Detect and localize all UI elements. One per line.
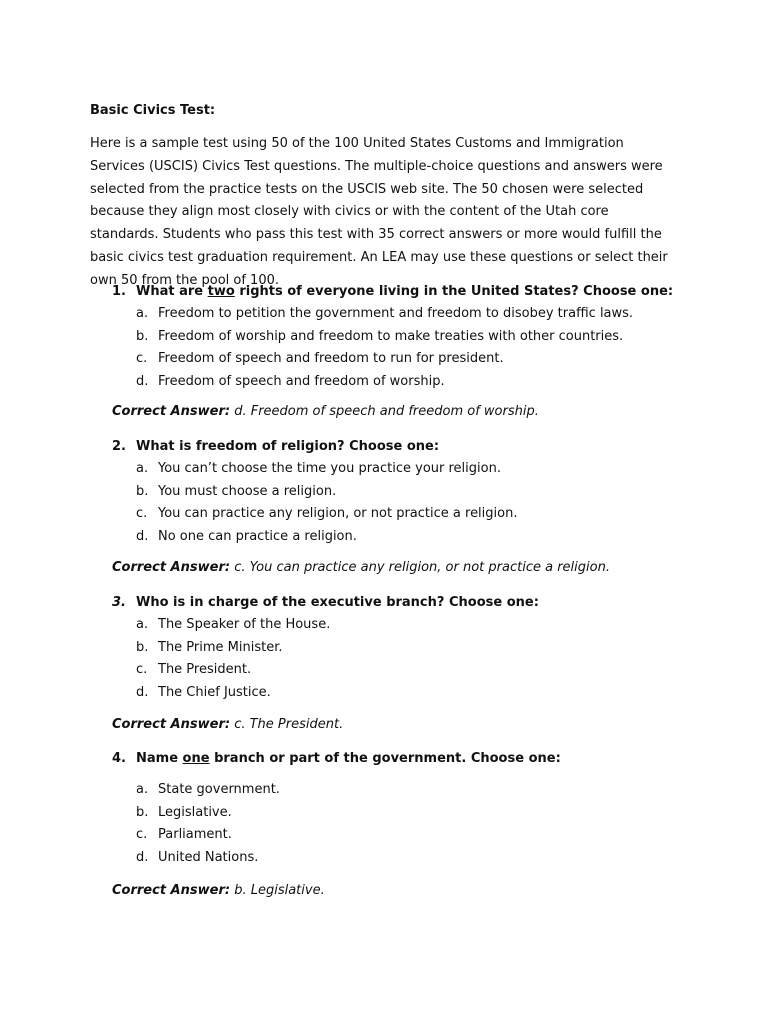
option-text: You can’t choose the time you practice your religion. [158,461,501,476]
question-2-prompt [90,435,690,458]
option-text: No one can practice a religion. [158,528,357,544]
option-c [90,659,690,682]
option-letter: d. [136,849,149,865]
question-text-emphasis: one [182,751,210,766]
option-b [90,802,690,825]
option-c [90,348,690,371]
option-letter: a. [136,617,149,632]
option-letter: a. [136,306,149,321]
option-c [90,824,690,847]
option-text: You can practice any religion, or not practice a religion. [158,506,518,522]
question-text [136,280,673,303]
answer-label: Correct Answer: [112,717,231,732]
document-title: Basic Civics Test: [90,103,216,118]
option-text: Freedom of worship and freedom to make treaties with other countries. [158,328,624,344]
question-number: 1. [112,284,126,299]
question-1 [90,280,690,393]
option-b [90,637,690,660]
option-letter: d. [136,373,149,389]
option-text: State government. [158,782,280,797]
option-letter: b. [136,483,149,499]
option-text: Freedom to petition the government and freedom to disobey traffic laws. [158,306,634,321]
option-text: Freedom of speech and freedom of worship. [158,373,445,389]
question-3-answer [112,717,343,732]
option-letter: c. [136,827,148,843]
option-text: United Nations. [158,849,259,865]
option-d [90,526,690,549]
option-a [90,614,690,637]
option-text: You must choose a religion. [158,483,337,499]
answer-label: Correct Answer: [112,560,231,575]
question-number: 2. [112,439,126,454]
option-letter: d. [136,528,149,544]
option-letter: c. [136,351,148,367]
option-text: Legislative. [158,804,232,820]
question-3-prompt [90,591,690,614]
option-letter: a. [136,782,149,797]
answer-label: Correct Answer: [112,883,231,898]
option-a [90,303,690,326]
question-text [136,747,561,770]
answer-text: b. Legislative. [234,883,325,898]
question-1-prompt [90,280,690,303]
option-d [90,847,690,870]
option-letter: b. [136,639,149,655]
question-text-pre: What is freedom of religion? Choose one: [136,439,440,454]
question-2-answer [112,560,610,575]
question-number: 3. [112,595,126,610]
option-letter: c. [136,506,148,522]
question-text-pre: Name [136,751,183,766]
answer-text: d. Freedom of speech and freedom of worship. [234,404,539,419]
answer-label: Correct Answer: [112,404,231,419]
option-b [90,326,690,349]
option-letter: d. [136,684,149,700]
option-letter: c. [136,662,148,678]
question-4-prompt [90,747,690,770]
question-text [136,591,539,614]
question-number: 4. [112,751,126,766]
question-1-answer [112,404,539,419]
question-3 [90,591,690,704]
question-4 [90,747,690,869]
question-4-answer [112,883,325,898]
question-text [136,435,439,458]
option-text: The President. [158,662,252,678]
answer-text: c. The President. [234,717,344,732]
option-a [90,458,690,481]
option-letter: a. [136,461,149,476]
question-text-post: branch or part of the government. Choose one: [209,751,561,766]
option-text: Parliament. [158,827,232,843]
option-c [90,503,690,526]
option-text: The Prime Minister. [158,639,283,655]
option-text: Freedom of speech and freedom to run for president. [158,351,504,367]
question-2 [90,435,690,548]
spacer [90,770,690,779]
option-a [90,779,690,802]
question-text-post: rights of everyone living in the United States? Choose one: [234,284,674,299]
intro-paragraph: Here is a sample test using 50 of the 100 United States Customs and Immigration Services (USCIS) Civics Test questions. The multiple-choice questions and answers were selected from the practice tests on the USCIS web site. The 50 chosen were selected because they align most closely with civics or with the content of the Utah core standards. Students who pass this test with 35 correct answers or more would fulfill the basic civics test graduation requirement. An LEA may use these questions or select their own 50 from the pool of 100. [90,136,668,288]
option-b [90,481,690,504]
answer-text: c. You can practice any religion, or not practice a religion. [234,560,610,575]
question-text-pre: Who is in charge of the executive branch? Choose one: [136,595,539,610]
question-text-emphasis: two [207,284,235,299]
option-d [90,682,690,705]
question-text-pre: What are [136,284,208,299]
option-text: The Chief Justice. [158,684,271,700]
option-letter: b. [136,328,149,344]
option-text: The Speaker of the House. [158,617,331,632]
option-d [90,371,690,394]
option-letter: b. [136,804,149,820]
